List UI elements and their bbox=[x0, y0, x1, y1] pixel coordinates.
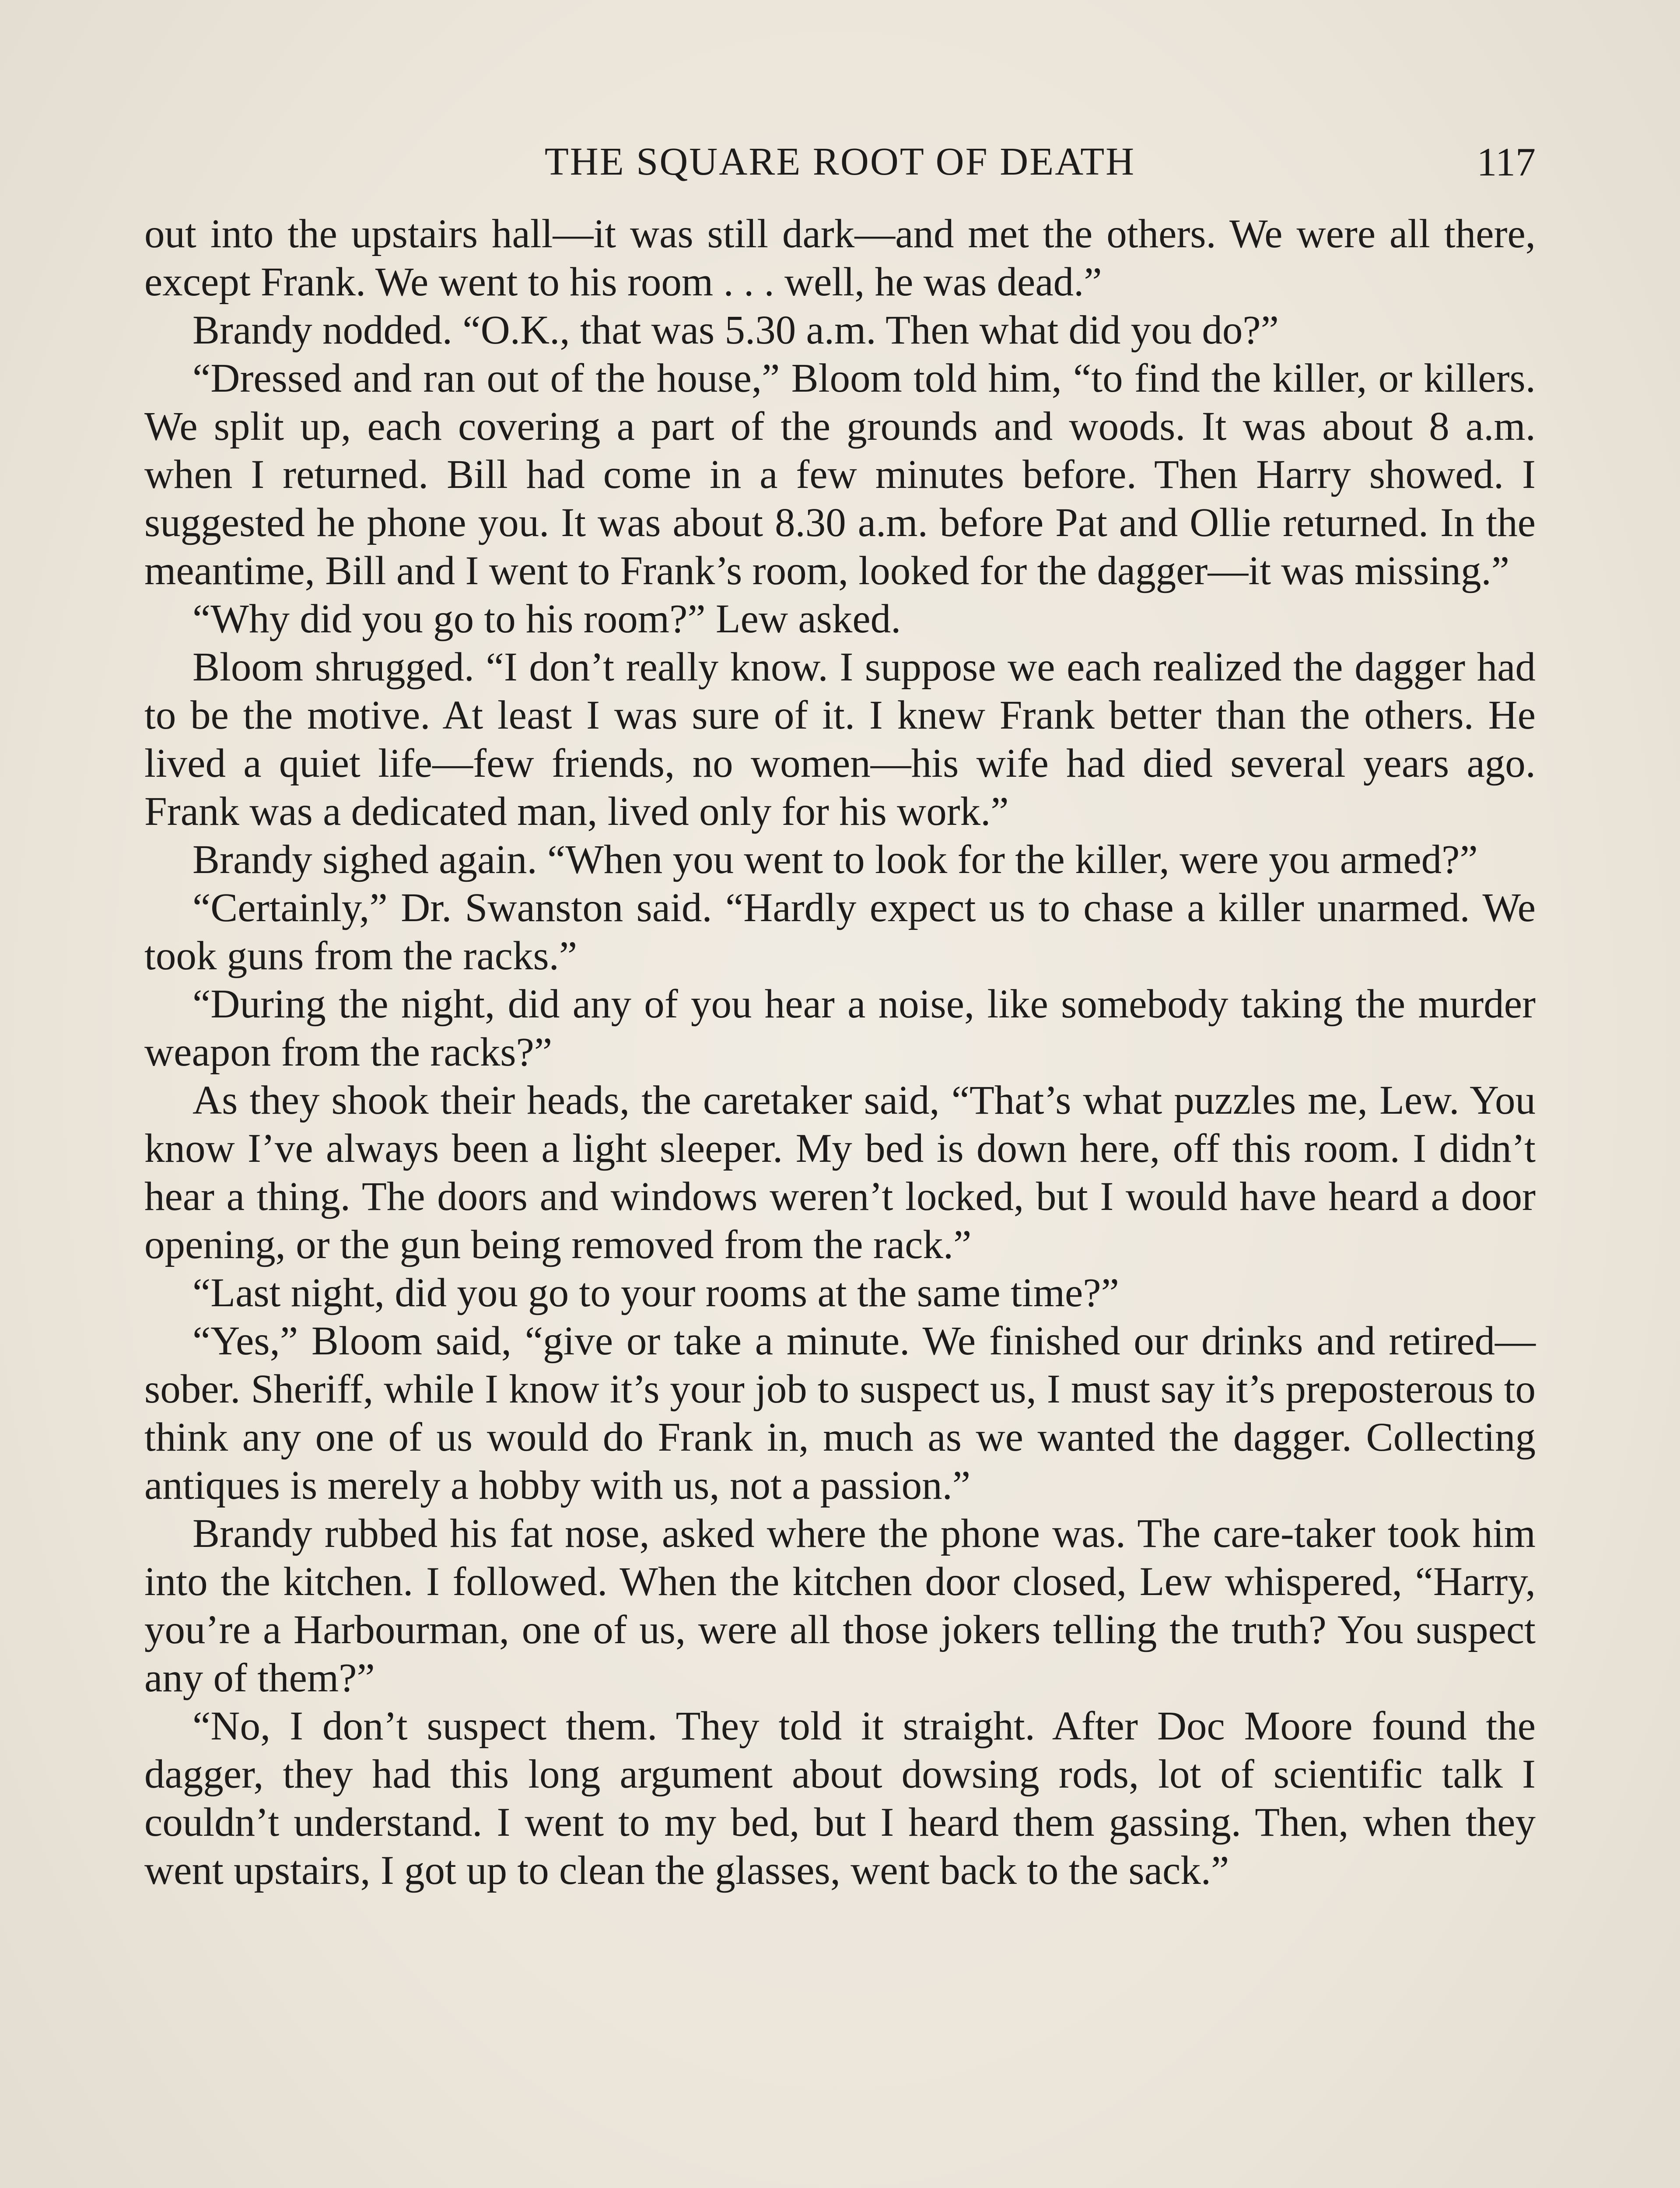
running-head bbox=[144, 131, 1536, 193]
page-number: 117 bbox=[1477, 140, 1536, 184]
paragraph: “Why did you go to his room?” Lew asked. bbox=[192, 596, 901, 642]
paragraph: As they shook their heads, the caretaker said, “That’s what puzzles me, Lew. You know I’ve always been a light sleeper. My bed is down here, off this room. I didn’t hear a thing. The doors and windows weren’t locked, but I would have heard a door opening, or the gun being removed from the rack.” bbox=[144, 1078, 1536, 1267]
paragraph: “Dressed and ran out of the house,” Bloom told him, “to find the killer, or killers. We split up, each covering a part of the grounds and woods. It was about 8 a.m. when I returned. Bill had come in a few minutes before. Then Harry showed. I suggested he phone you. It was about 8.30 a.m. before Pat and Ollie returned. In the meantime, Bill and I went to Frank’s room, looked for the dagger—it was missing.” bbox=[144, 356, 1536, 593]
paragraph: “During the night, did any of you hear a noise, like somebody taking the murder weapon from the racks?” bbox=[144, 982, 1536, 1075]
paragraph-continuation: out into the upstairs hall—it was still dark—and met the others. We were all there, except Frank. We went to his room . . . well, he was dead.” bbox=[144, 211, 1536, 305]
paragraph: “No, I don’t suspect them. They told it straight. After Doc Moore found the dagger, they had this long argument about dowsing rods, lot of scientific talk I couldn’t understand. I went to my bed, but I heard them gassing. Then, when they went upstairs, I got up to clean the glasses, went back to the sack.” bbox=[144, 1704, 1536, 1893]
paragraph: Bloom shrugged. “I don’t really know. I suppose we each realized the dagger had to be the motive. At least I was sure of it. I knew Frank better than the others. He lived a quiet life—few friends, no women—his wife had died several years ago. Frank was a dedicated man, lived only for his work.” bbox=[144, 645, 1536, 834]
paragraph: “Certainly,” Dr. Swanston said. “Hardly expect us to chase a killer unarmed. We took guns from the racks.” bbox=[144, 885, 1536, 978]
paragraph: “Last night, did you go to your rooms at the same time?” bbox=[192, 1270, 1119, 1315]
paragraph: “Yes,” Bloom said, “give or take a minute. We finished our drinks and retired—sober. Sheriff, while I know it’s your job to suspect us, I must say it’s preposterous to think any one of us would do Frank in, much as we wanted the dagger. Collecting antiques is merely a hobby with us, not a passion.” bbox=[144, 1318, 1536, 1508]
body-text bbox=[144, 210, 1536, 1895]
paragraph: Brandy sighed again. “When you went to look for the killer, were you armed?” bbox=[192, 837, 1478, 882]
paragraph: Brandy rubbed his fat nose, asked where the phone was. The care-taker took him into the kitchen. I followed. When the kitchen door closed, Lew whispered, “Harry, you’re a Harbourman, one of us, were all those jokers telling the truth? You suspect any of them?” bbox=[144, 1511, 1536, 1701]
paragraph: Brandy nodded. “O.K., that was 5.30 a.m. Then what did you do?” bbox=[192, 308, 1279, 353]
running-title: THE SQUARE ROOT OF DEATH bbox=[544, 140, 1136, 183]
